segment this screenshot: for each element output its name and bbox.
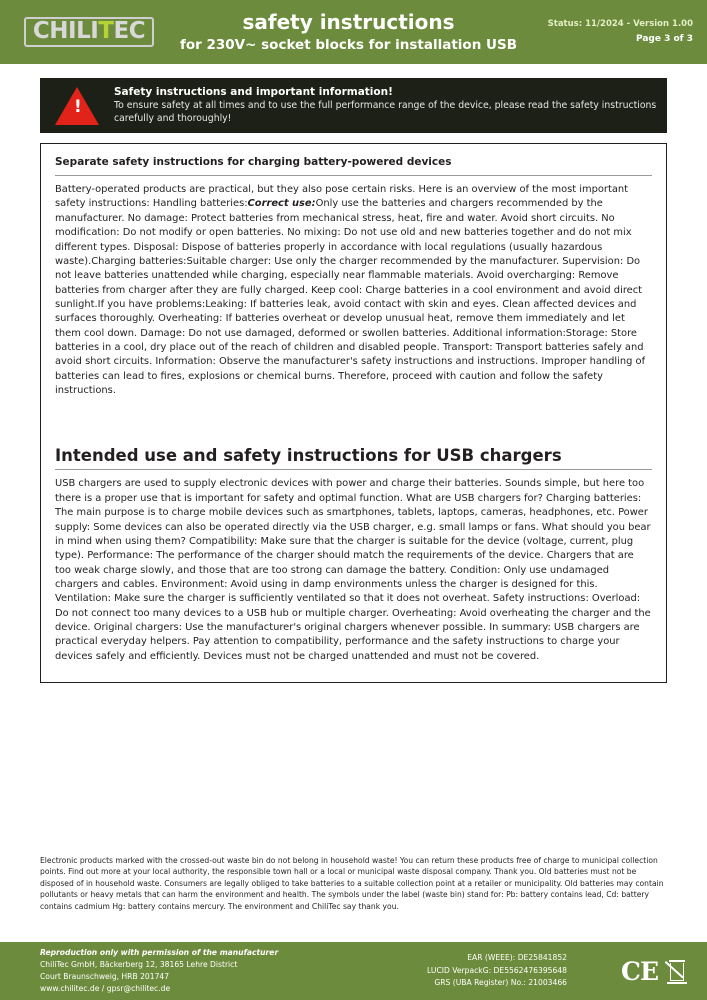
document-title-block [164,10,533,53]
safety-warning-banner [40,78,667,133]
footer-registration-info [314,952,583,990]
page-number: Page 3 of 3 [636,33,693,44]
main-content-box [40,143,667,683]
footer-right-line-2: LUCID VerpackG: DE5562476395648 [427,965,567,975]
exclamation-mark-icon: ! [74,96,82,117]
document-meta [533,18,693,46]
logo-text-part2: T [98,18,114,44]
section-body-batteries [55,183,652,398]
disposal-legal-text: Electronic products marked with the crossed-out waste bin do not belong in household waste! You can return these products free of charge to municipal collection points. Find out more at your local authority, the responsible town hall or a local or municipal waste disposal company. Thank you. Old batteries must not be disposed of in household waste. Consumers are legally obliged to take batteries to a suitable collection point at a retailer or municipality. Old batteries may contain pollutants or heavy metals that can harm the environment and health. The symbols under the label (waste bin) stand for: Pb: battery contains lead, Cd: battery contains cadmium Hg: battery contains mercury. The environment and ChiliTec say thank you. [40,856,664,911]
section-spacer [55,398,652,446]
logo-text-part3: EC [113,18,146,44]
battery-body-post: Only use the batteries and chargers recommended by the manufacturer. No damage: Protect batteries from mechanical stress, heat, fire and water. Avoid short circuits. No modification: Do not modify or open batteries. No mixing: Do not use old and new batteries together and do not mix different types. Disposal: Dispose of batteries properly in accordance with local regulations (usually hazardous waste).Charging batteries:Suitable charger: Use only the charger recommended by the manufacturer. Supervision: Do not leave batteries unattended while charging, especially near flammable materials. Avoid overcharging: Remove batteries from charger after they are fully charged. Keep cool: Charge batteries in a cool environment and avoid direct sunlight.If you have problems:Leaking: If batteries leak, avoid contact with skin and eyes. Clean affected devices and surfaces thoroughly. Overheating: If batteries overheat or develop unusual heat, remove them immediately and let them cool down. Damage: Do not use damaged, deformed or swollen batteries. Additional information:Storage: Store batteries in a cool, dry place out of the reach of children and disabled people. Transport: Transport batteries safely and avoid short circuits. Information: Observe the manufacturer's safety instructions and instructions. Improper handling of batteries can lead to fires, explosions or chemical burns. Therefore, proceed with caution and follow the safety instructions. [55,198,646,397]
page-title: safety instructions [242,10,455,35]
section-heading-batteries: Separate safety instructions for charging battery-powered devices [55,156,652,176]
footer-left-line-3: Court Braunschweig, HRB 201747 [40,972,170,981]
warning-triangle-icon [40,78,114,133]
section-body-usb-chargers: USB chargers are used to supply electronic devices with power and charge their batteries. Sounds simple, but here too there is a proper use that is important for safety and optimal function. What are USB chargers for? Charging batteries: The main purpose is to charge mobile devices such as smartphones, tablets, laptops, cameras, headphones, etc. Power supply: Some devices can also be operated directly via the USB charger, e.g. small lamps or fans. What should you bear in mind when using them? Compatibility: Make sure that the charger is suitable for the device (voltage, current, plug type). Performance: The performance of the charger should match the requirements of the device. Chargers that are too weak charge slowly, and those that are too strong can damage the battery. Condition: Only use undamaged chargers and cables. Environment: Avoid using in damp environments unless the charger is designed for this. Ventilation: Make sure the charger is sufficiently ventilated so that it does not overheat. Safety instructions: Overload: Do not connect too many devices to a USB hub or multiple charger. Overheating: Avoid overheating the charger and the device. Original chargers: Use the manufacturer's original chargers whenever possible. In summary: USB chargers are practical everyday helpers. Pay attention to compatibility, performance and the safety instructions to charge your devices safely and efficiently. Devices must not be charged unattended and must not be covered. [55,478,651,662]
page-header [0,0,707,64]
page-subtitle: for 230V~ socket blocks for installation USB [179,37,517,54]
brand-logo [14,17,164,47]
footer-left-line-2: ChiliTec GmbH, Bäckerberg 12, 38165 Lehre District [40,960,238,970]
footer-symbols [583,958,693,984]
footer-right-line-3: GRS (UBA Register) No.: 21003466 [434,978,567,988]
footer-company-info [14,947,314,994]
crossed-out-bin-icon [667,958,687,984]
section-heading-usb-chargers: Intended use and safety instructions for USB chargers [55,446,652,470]
warning-body: To ensure safety at all times and to use the full performance range of the device, please read the safety instructions carefully and thoroughly! [114,100,657,124]
page-footer [0,942,707,1000]
ce-mark-icon: CE [621,956,658,986]
battery-body-emphasis: Correct use: [247,198,316,210]
status-text: Status: 11/2024 - Version 1.00 [547,19,693,29]
logo-text-part1: CHILI [32,18,99,44]
logo-frame [24,17,154,47]
footer-left-line-4[interactable]: www.chilitec.de / gpsr@chilitec.de [40,983,171,993]
warning-title: Safety instructions and important information! [114,86,393,98]
battery-body-pre: Battery-operated products are practical, but they also pose certain risks. Here is an overview of the most important safety instructions: Handling batteries: [55,184,629,210]
warning-text-block [114,78,667,133]
footer-right-line-1: EAR (WEEE): DE25841852 [467,953,567,963]
footer-left-line-1: Reproduction only with permission of the manufacturer [40,948,279,958]
